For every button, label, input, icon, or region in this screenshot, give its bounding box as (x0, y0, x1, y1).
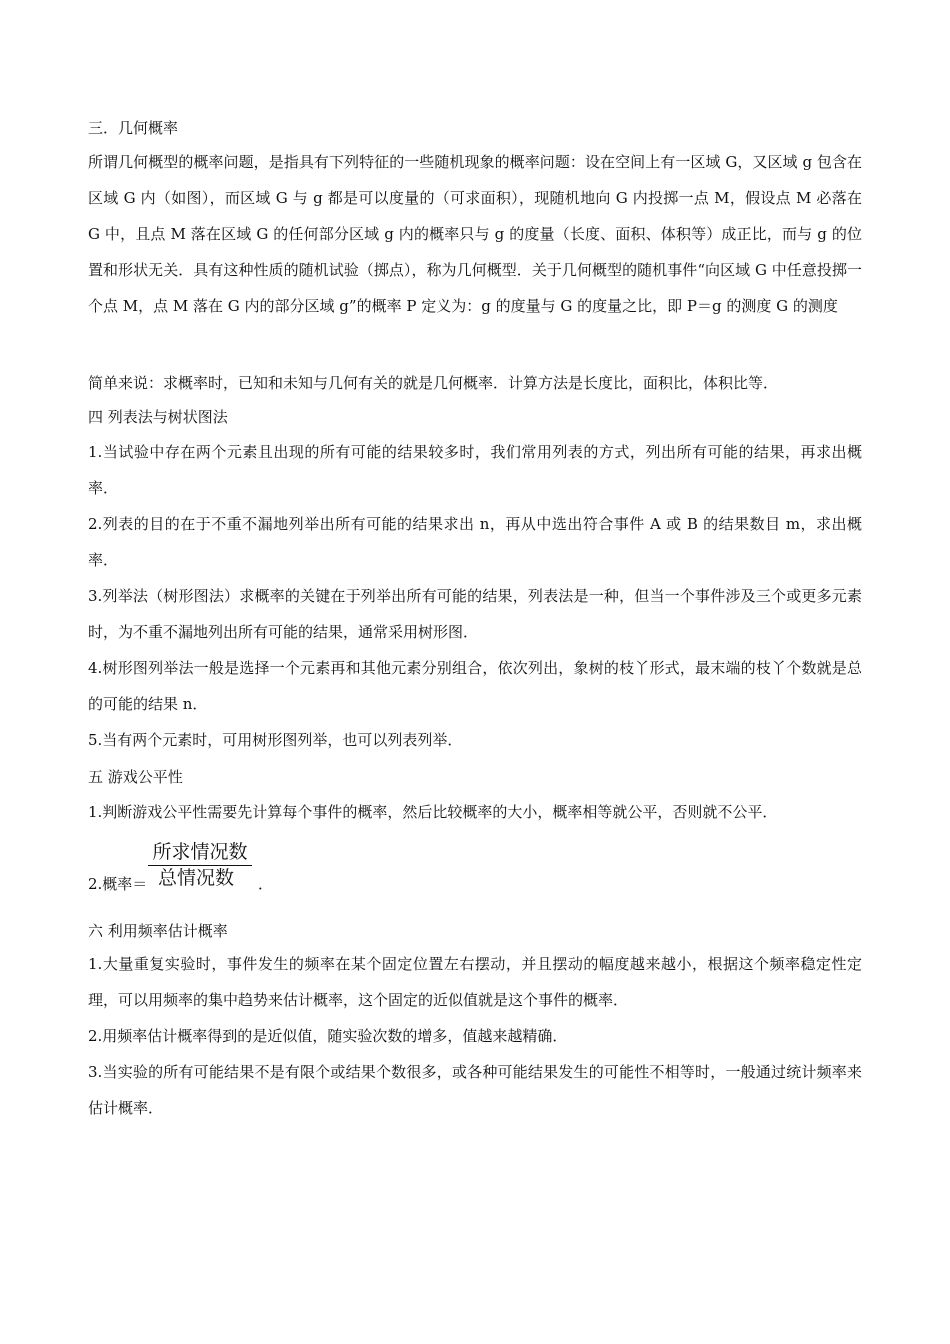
list-item: 1.当试验中存在两个元素且出现的所有可能的结果较多时，我们常用列表的方式，列出所有可能的结果，再求出概率． (88, 443, 862, 497)
section-heading-geometric-probability: 三．几何概率 (88, 119, 179, 137)
paragraph-geometric-probability-summary: 简单来说：求概率时，已知和未知与几何有关的就是几何概率．计算方法是长度比，面积比，体积比等． (88, 374, 779, 392)
list-item: 3.当实验的所有可能结果不是有限个或结果个数很多，或各种可能结果发生的可能性不相等时，一般通过统计频率来估计概率． (88, 1063, 862, 1117)
formula-prefix: 2.概率＝ (88, 875, 148, 893)
section-heading-list-and-tree: 四 列表法与树状图法 (88, 408, 228, 426)
list-item: 5.当有两个元素时，可用树形图列举，也可以列表列举． (88, 731, 463, 749)
paragraph-geometric-probability-definition: 所谓几何概型的概率问题，是指具有下列特征的一些随机现象的概率问题：设在空间上有一区域 G，又区域 g 包含在区域 G 内（如图），而区域 G 与 g 都是可以度量的（可求面积），现随机地向 G 内投掷一点 M，假设点 M 必落在 G 中，且点 M 落在区域 G 的任何部分区域 g 内的概率只与 g 的度量（长度、面积、体积等）成正比，而与 g 的位置和形状无关．具有这种性质的随机试验（掷点），称为几何概型．关于几何概型的随机事件“向区域 G 中任意投掷一个点 M，点 M 落在 G 内的部分区域 g”的概率 P 定义为：g 的度量与 G 的度量之比，即 P＝g 的测度 G 的测度 (88, 153, 862, 315)
section-heading-game-fairness: 五 游戏公平性 (88, 768, 183, 786)
fraction (148, 838, 252, 894)
formula-suffix: ． (258, 875, 274, 893)
section-heading-frequency-estimation: 六 利用频率估计概率 (88, 922, 228, 940)
list-item: 3.列举法（树形图法）求概率的关键在于列举出所有可能的结果，列表法是一种，但当一个事件涉及三个或更多元素时，为不重不漏地列出所有可能的结果，通常采用树形图． (88, 587, 862, 641)
fraction-denominator: 总情况数 (157, 867, 234, 889)
list-item: 1.大量重复实验时，事件发生的频率在某个固定位置左右摆动，并且摆动的幅度越来越小，根据这个频率稳定性定理，可以用频率的集中趋势来估计概率，这个固定的近似值就是这个事件的概率． (88, 955, 862, 1009)
list-item: 2.用频率估计概率得到的是近似值，随实验次数的增多，值越来越精确． (88, 1027, 568, 1045)
list-item: 2.列表的目的在于不重不漏地列举出所有可能的结果求出 n，再从中选出符合事件 A 或 B 的结果数目 m，求出概率． (88, 515, 862, 569)
probability-formula (88, 838, 388, 898)
fraction-numerator: 所求情况数 (152, 841, 248, 863)
list-item: 1.判断游戏公平性需要先计算每个事件的概率，然后比较概率的大小，概率相等就公平，否则就不公平． (88, 803, 778, 821)
list-item: 4.树形图列举法一般是选择一个元素再和其他元素分别组合，依次列出，象树的枝丫形式，最末端的枝丫个数就是总的可能的结果 n． (88, 659, 862, 713)
